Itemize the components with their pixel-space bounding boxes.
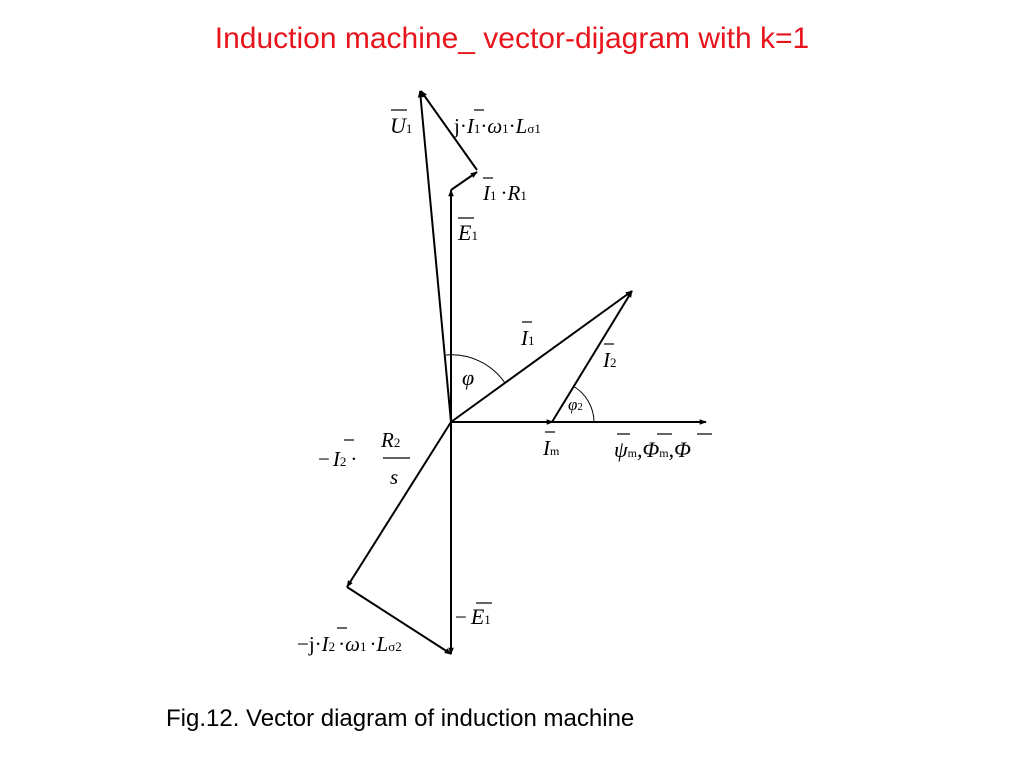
label-i2: I2 xyxy=(603,348,617,372)
label-minus-j-i2-w1-l-sigma2: −j·I2 ·ω1 ·Lσ2 xyxy=(297,632,402,656)
vector-i2 xyxy=(552,291,632,422)
vector-u1 xyxy=(420,91,451,422)
slide-title: Induction machine_ vector-dijagram with k=1 xyxy=(214,22,810,55)
angle-arc-phi xyxy=(446,355,505,383)
label-j-i1-w1-l-sigma1: j·I1·ω1·Lσ1 xyxy=(454,114,541,138)
label-i1-r1: I1 ·R1 xyxy=(483,181,527,205)
label-r2-numerator: R2 xyxy=(381,428,401,452)
label-minus-e1: − E1 xyxy=(455,604,491,629)
label-e1: E1 xyxy=(458,220,478,245)
label-flux: ψm,Φm,Φ xyxy=(614,437,691,462)
label-phi2: φ2 xyxy=(568,395,583,414)
label-minus-i2-left: − I2 · xyxy=(318,447,358,471)
label-s-denominator: s xyxy=(390,465,399,489)
label-i1: I1 xyxy=(521,326,535,350)
label-im: Im xyxy=(543,436,560,460)
figure-caption: Fig.12. Vector diagram of induction machine xyxy=(166,705,635,732)
vector-i1r1 xyxy=(451,172,477,190)
label-u1: U1 xyxy=(390,113,413,138)
label-phi: φ xyxy=(462,365,475,390)
